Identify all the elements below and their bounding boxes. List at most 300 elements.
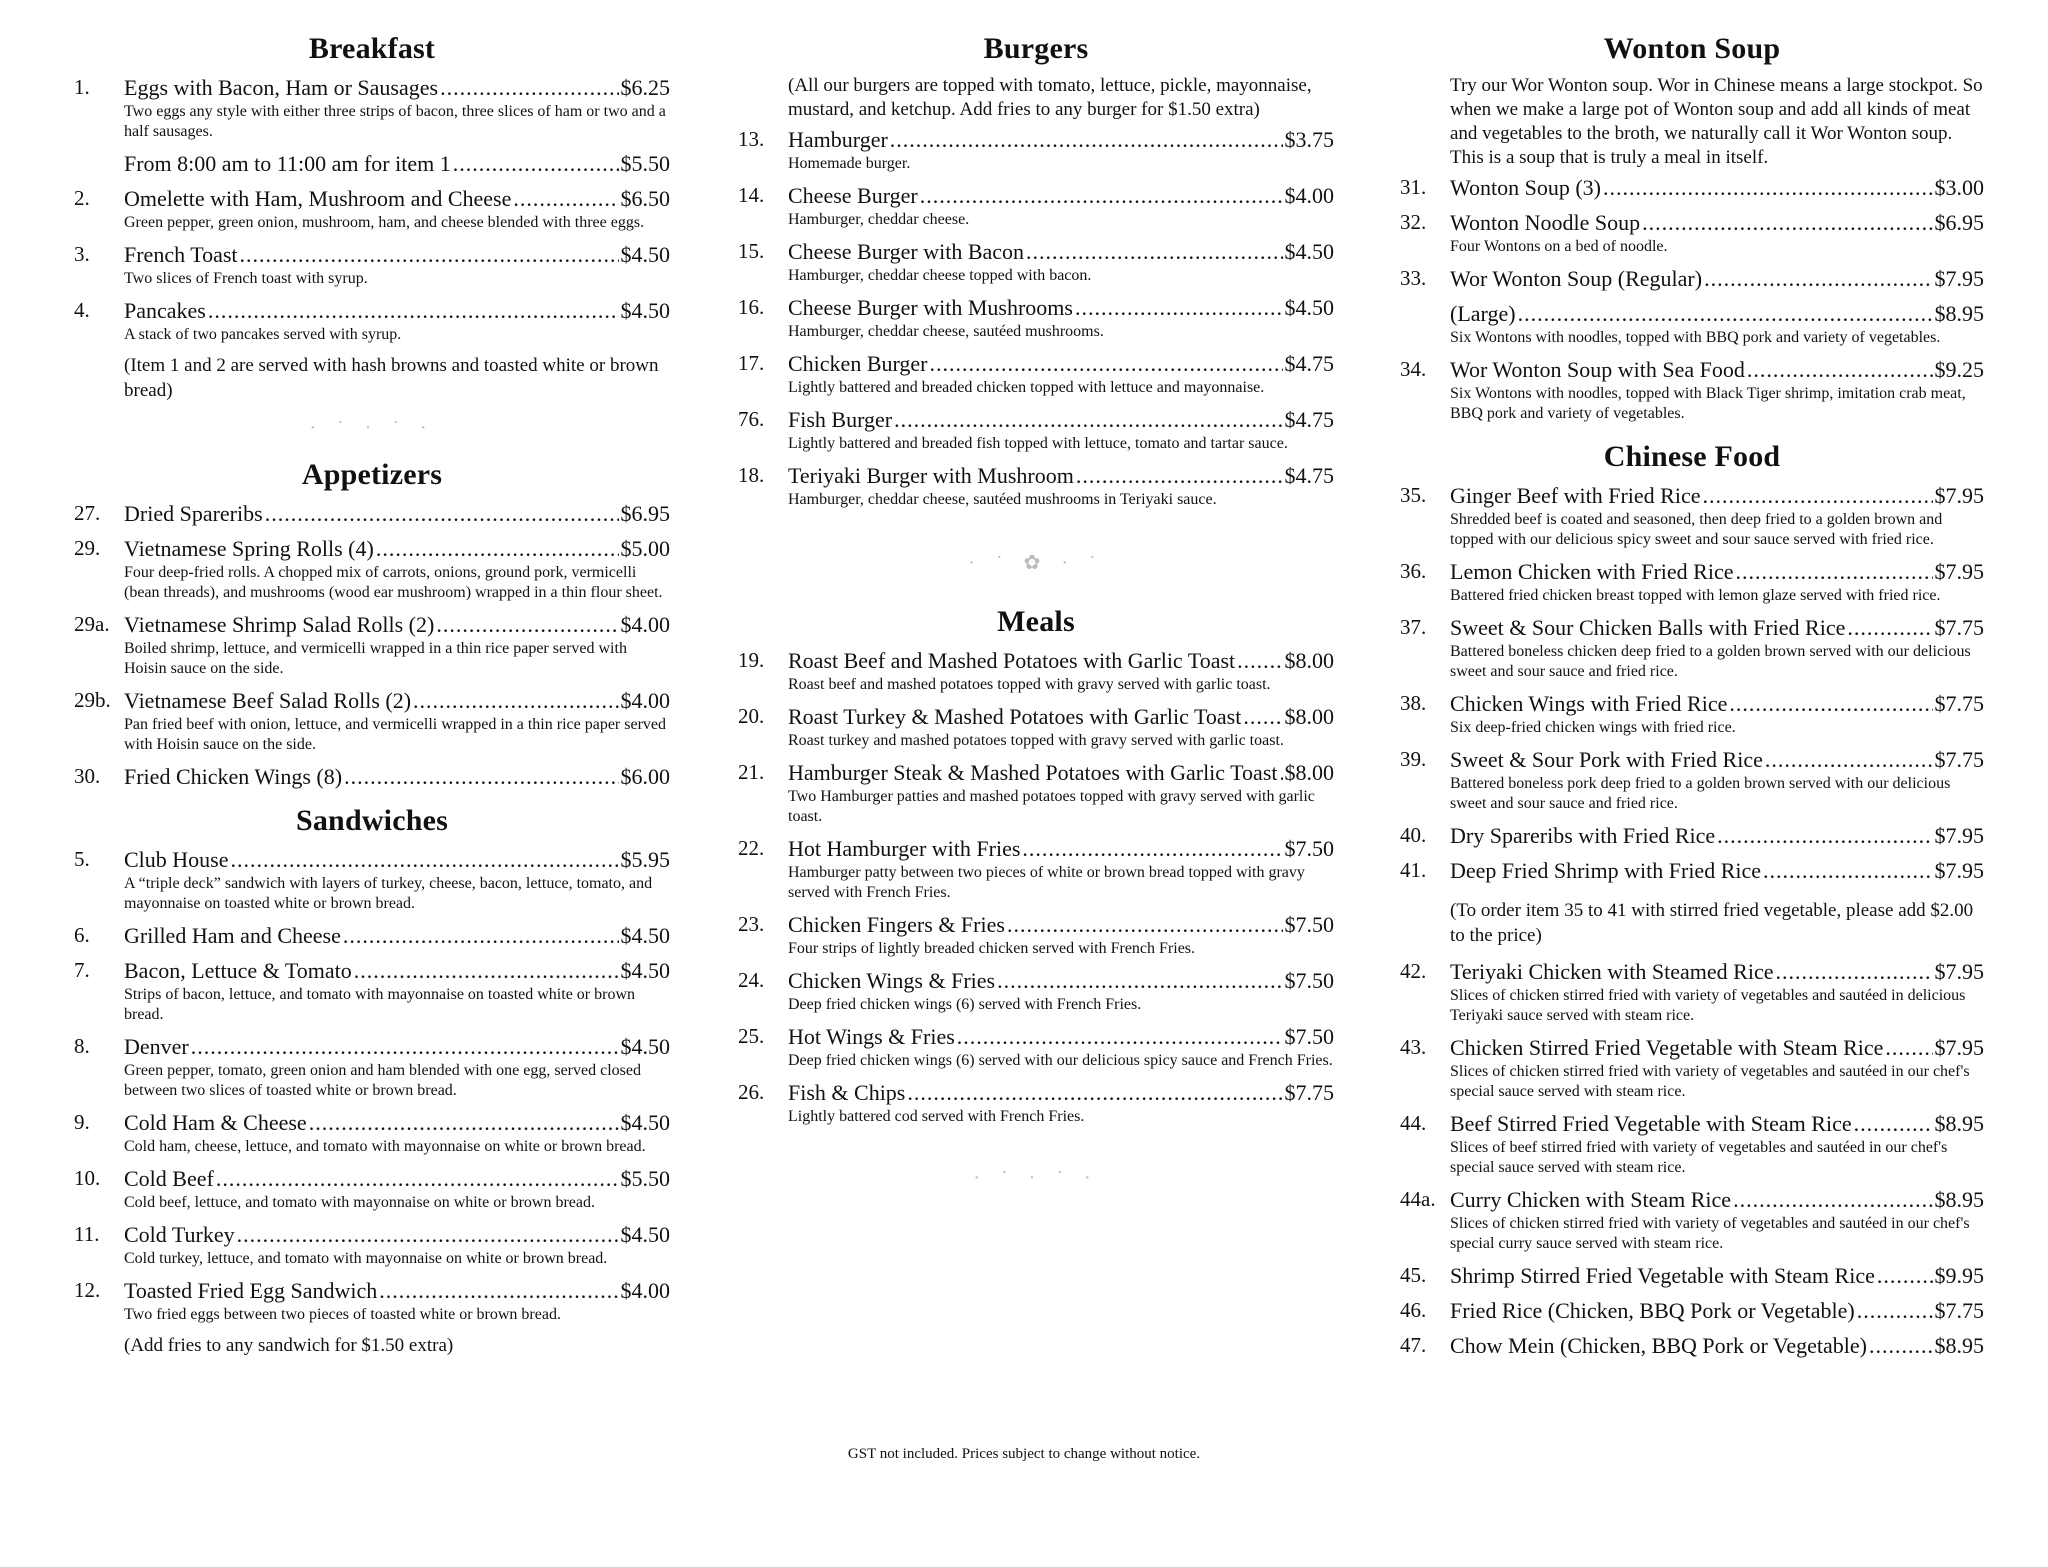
scan-smudge: · ˙ ✿ · ˙: [968, 552, 1104, 574]
item-number: 34.: [1400, 357, 1427, 381]
item-number: 36.: [1400, 559, 1427, 583]
item-price: $4.50: [620, 958, 670, 983]
item-price: $6.25: [620, 75, 670, 100]
dot-leader: [957, 1023, 1283, 1050]
item-line: [788, 462, 1334, 489]
item-number: 7.: [74, 958, 90, 982]
menu-item: [1400, 1110, 1984, 1178]
item-line: [124, 1277, 670, 1304]
item-line: [124, 535, 670, 562]
item-line: [1450, 1332, 1984, 1359]
item-price: $4.50: [620, 242, 670, 267]
dot-leader: [1075, 294, 1283, 321]
item-name: Shrimp Stirred Fried Vegetable with Steam Rice: [1450, 1263, 1875, 1288]
item-name: Hot Wings & Fries: [788, 1024, 955, 1049]
item-number: 29.: [74, 536, 101, 560]
dot-leader: [1243, 703, 1282, 730]
chinese-items-a: [1400, 482, 1984, 884]
item-line: [788, 238, 1334, 265]
item-name: Ginger Beef with Fried Rice: [1450, 483, 1701, 508]
item-number: 17.: [738, 351, 765, 375]
item-name: Vietnamese Spring Rolls (4): [124, 536, 374, 561]
menu-item: [738, 835, 1334, 903]
menu-item: [74, 1165, 670, 1213]
menu-item: [74, 297, 670, 345]
column-middle: [738, 28, 1334, 1204]
item-line: [124, 687, 670, 714]
item-number: 38.: [1400, 691, 1427, 715]
dot-leader: [1237, 647, 1282, 674]
item-number: 16.: [738, 295, 765, 319]
dot-leader: [1026, 238, 1282, 265]
item-price: $4.00: [1284, 183, 1334, 208]
item-price: $7.95: [1934, 823, 1984, 848]
item-name: Roast Turkey & Mashed Potatoes with Garlic Toast: [788, 704, 1242, 729]
item-description: Hamburger, cheddar cheese topped with bacon.: [788, 267, 1092, 284]
item-name: Chicken Fingers & Fries: [788, 912, 1005, 937]
burger-items: [738, 126, 1334, 510]
item-number: 43.: [1400, 1035, 1427, 1059]
dot-leader: [997, 967, 1282, 994]
item-price: $6.95: [620, 501, 670, 526]
item-line: [788, 967, 1334, 994]
item-description: Deep fried chicken wings (6) served with French Fries.: [788, 996, 1142, 1013]
dot-leader: [1704, 265, 1932, 292]
item-name: Wonton Soup (3): [1450, 175, 1602, 200]
dot-leader: [343, 922, 619, 949]
item-name: Denver: [124, 1034, 189, 1059]
dot-leader: [1736, 558, 1933, 585]
item-line: [124, 957, 670, 984]
dot-leader: [1280, 759, 1283, 786]
menu-item: [738, 182, 1334, 230]
item-price: $4.00: [620, 1278, 670, 1303]
menu-item: [1400, 822, 1984, 849]
item-line: [1450, 690, 1984, 717]
item-number: 3.: [74, 242, 90, 266]
dot-leader: [191, 1033, 619, 1060]
item-description: Cold beef, lettuce, and tomato with mayonnaise on white or brown bread.: [124, 1194, 595, 1211]
item-line: [1450, 1262, 1984, 1289]
menu-item: [74, 185, 670, 233]
menu-item: [1400, 1332, 1984, 1359]
section-title-appetizers: Appetizers: [301, 458, 443, 491]
section-title-breakfast: Breakfast: [308, 32, 436, 65]
menu-item: [74, 1109, 670, 1157]
menu-item: [74, 957, 670, 1025]
item-number: 32.: [1400, 210, 1427, 234]
item-line: [788, 406, 1334, 433]
menu-item: [74, 1033, 670, 1101]
item-description: A “triple deck” sandwich with layers of turkey, cheese, bacon, lettuce, tomato, and mayonnaise on toasted white or brown bread.: [124, 875, 653, 912]
item-description: Homemade burger.: [788, 155, 911, 172]
item-line: [788, 1079, 1334, 1106]
item-number: 14.: [738, 183, 765, 207]
item-price: $7.95: [1934, 266, 1984, 291]
dot-leader: [1765, 746, 1933, 773]
item-price: $6.95: [1934, 210, 1984, 235]
item-line: [1450, 265, 1984, 292]
item-number: 40.: [1400, 823, 1427, 847]
burgers-intro: (All our burgers are topped with tomato, lettuce, pickle, mayonnaise, mustard, and ketchup. Add fries to any burger for $1.50 extra): [788, 75, 1312, 120]
item-description: Two slices of French toast with syrup.: [124, 270, 368, 287]
item-name: Cheese Burger: [788, 183, 918, 208]
item-name: Teriyaki Burger with Mushroom: [788, 463, 1074, 488]
item-description: Slices of chicken stirred fried with variety of vegetables and sautéed in our chef's special curry sauce served with steam rice.: [1450, 1215, 1970, 1252]
item-line: [124, 500, 670, 527]
item-name: Hot Hamburger with Fries: [788, 836, 1021, 861]
menu-item: [74, 1277, 670, 1325]
menu-item: [738, 703, 1334, 751]
menu-item: [74, 535, 670, 603]
item-name: Cold Beef: [124, 1166, 214, 1191]
item-description: Slices of beef stirred fried with variety of vegetables and sautéed in our chef's special sauce served with steam rice.: [1450, 1139, 1948, 1176]
column-right: [1400, 28, 1984, 1367]
menu-item: [1400, 1297, 1984, 1324]
item-line: [788, 182, 1334, 209]
item-price: $4.75: [1284, 407, 1334, 432]
item-number: 11.: [74, 1222, 100, 1246]
dot-leader: [1877, 1262, 1933, 1289]
item-name: Wor Wonton Soup with Sea Food: [1450, 357, 1745, 382]
section-title-meals: Meals: [997, 605, 1075, 638]
item-name: Eggs with Bacon, Ham or Sausages: [124, 75, 439, 100]
item-price: $7.75: [1934, 747, 1984, 772]
item-name: Club House: [124, 847, 229, 872]
item-line: [124, 1033, 670, 1060]
section-title-sandwiches: Sandwiches: [295, 804, 449, 837]
item-line: [124, 922, 670, 949]
menu-item: [1400, 857, 1984, 884]
item-price: $9.95: [1934, 1263, 1984, 1288]
dot-leader: [920, 182, 1283, 209]
item-price: $8.95: [1934, 301, 1984, 326]
item-number: 22.: [738, 836, 765, 860]
menu-item: [738, 759, 1334, 827]
dot-leader: [440, 74, 618, 101]
dot-leader: [1642, 209, 1932, 236]
item-name: Lemon Chicken with Fried Rice: [1450, 559, 1734, 584]
item-name: Cold Turkey: [124, 1222, 235, 1247]
menu-item: [1400, 265, 1984, 292]
item-price: $4.50: [620, 298, 670, 323]
breakfast-note: (Item 1 and 2 are served with hash browns and toasted white or brown bread): [124, 355, 659, 401]
item-line: [124, 1221, 670, 1248]
item-description: Battered boneless pork deep fried to a golden brown served with our delicious sweet and sour sauce and fried rice.: [1450, 775, 1951, 812]
item-price: $4.00: [620, 612, 670, 637]
menu-item: [738, 406, 1334, 454]
dot-leader: [1007, 911, 1283, 938]
menu-item: [1400, 746, 1984, 814]
item-number: 27.: [74, 501, 101, 525]
item-number: 10.: [74, 1166, 101, 1190]
item-number: 15.: [738, 239, 765, 263]
item-description: Deep fried chicken wings (6) served with our delicious spicy sauce and French Fries.: [788, 1052, 1333, 1069]
menu-item: [1400, 1186, 1984, 1254]
appetizer-items: [74, 500, 670, 790]
menu-item: [74, 150, 670, 177]
item-price: $7.75: [1284, 1080, 1334, 1105]
item-number: 45.: [1400, 1263, 1427, 1287]
item-price: $8.95: [1934, 1187, 1984, 1212]
dot-leader: [1847, 614, 1932, 641]
menu-item: [1400, 1262, 1984, 1289]
item-line: [124, 185, 670, 212]
item-line: [1450, 1186, 1984, 1213]
menu-item: [738, 911, 1334, 959]
item-number: 33.: [1400, 266, 1427, 290]
item-name: Dried Spareribs: [124, 501, 263, 526]
item-description: Hamburger, cheddar cheese, sautéed mushrooms.: [788, 323, 1104, 340]
dot-leader: [907, 1079, 1282, 1106]
dot-leader: [930, 350, 1283, 377]
dot-leader: [237, 1221, 619, 1248]
item-number: 44.: [1400, 1111, 1427, 1135]
item-name: Chicken Wings with Fried Rice: [1450, 691, 1728, 716]
menu-item: [1400, 690, 1984, 738]
dot-leader: [1854, 1110, 1933, 1137]
item-description: Two Hamburger patties and mashed potatoes topped with gravy served with garlic toast.: [788, 788, 1315, 825]
item-number: 23.: [738, 912, 765, 936]
item-description: Four strips of lightly breaded chicken served with French Fries.: [788, 940, 1196, 957]
dot-leader: [1022, 835, 1282, 862]
menu-item: [1400, 209, 1984, 257]
item-name: Omelette with Ham, Mushroom and Cheese: [124, 186, 512, 211]
item-price: $8.00: [1284, 648, 1334, 673]
item-line: [1450, 174, 1984, 201]
dot-leader: [894, 406, 1282, 433]
item-name: Fried Chicken Wings (8): [124, 764, 343, 789]
item-number: 29a.: [74, 612, 110, 636]
item-price: $4.75: [1284, 351, 1334, 376]
item-line: [124, 74, 670, 101]
chinese-items-b: [1400, 958, 1984, 1359]
item-description: A stack of two pancakes served with syrup.: [124, 326, 402, 343]
item-line: [1450, 1297, 1984, 1324]
dot-leader: [890, 126, 1283, 153]
item-line: [124, 763, 670, 790]
item-name: Vietnamese Beef Salad Rolls (2): [124, 688, 412, 713]
sandwiches-note: (Add fries to any sandwich for $1.50 extra): [124, 1335, 454, 1356]
item-name: Bacon, Lettuce & Tomato: [124, 958, 352, 983]
item-name: Pancakes: [124, 298, 206, 323]
item-name: Sweet & Sour Chicken Balls with Fried Rice: [1450, 615, 1846, 640]
scan-smudge: · ˙ · ˙ ·: [309, 417, 435, 439]
item-description: Hamburger patty between two pieces of white or brown bread topped with gravy served with French Fries.: [788, 864, 1305, 901]
item-name: Chicken Burger: [788, 351, 928, 376]
item-description: Battered boneless chicken deep fried to a golden brown served with our delicious sweet and sour sauce and fried rice.: [1450, 643, 1971, 680]
item-line: [124, 1109, 670, 1136]
item-description: Boiled shrimp, lettuce, and vermicelli wrapped in a thin rice paper served with Hoisin sauce on the side.: [124, 640, 627, 677]
item-name: Teriyaki Chicken with Steamed Rice: [1450, 959, 1774, 984]
item-price: $7.50: [1284, 912, 1334, 937]
menu-item: [738, 967, 1334, 1015]
dot-leader: [309, 1109, 619, 1136]
item-price: $4.50: [1284, 239, 1334, 264]
dot-leader: [379, 1277, 618, 1304]
dot-leader: [265, 500, 619, 527]
item-number: 76.: [738, 407, 765, 431]
item-line: [1450, 300, 1984, 327]
item-line: [1450, 209, 1984, 236]
dot-leader: [1857, 1297, 1933, 1324]
item-number: 30.: [74, 764, 101, 788]
item-number: 2.: [74, 186, 90, 210]
dot-leader: [436, 611, 618, 638]
item-number: 9.: [74, 1110, 90, 1134]
item-line: [124, 150, 670, 177]
item-number: 24.: [738, 968, 765, 992]
item-price: $7.75: [1934, 691, 1984, 716]
menu-item: [74, 846, 670, 914]
dot-leader: [1733, 1186, 1932, 1213]
dot-leader: [453, 150, 619, 177]
item-line: [1450, 614, 1984, 641]
dot-leader: [1729, 690, 1932, 717]
menu-item: [1400, 1034, 1984, 1102]
item-price: $3.00: [1934, 175, 1984, 200]
item-number: 13.: [738, 127, 765, 151]
item-line: [788, 759, 1334, 786]
item-description: Six Wontons with noodles, topped with Black Tiger shrimp, imitation crab meat, BBQ pork and variety of vegetables.: [1450, 385, 1966, 422]
item-name: Toasted Fried Egg Sandwich: [124, 1278, 378, 1303]
item-line: [788, 703, 1334, 730]
item-name: French Toast: [124, 242, 238, 267]
item-description: Green pepper, tomato, green onion and ham blended with one egg, served closed between two slices of toasted white or brown bread.: [124, 1062, 641, 1099]
menu-item: [738, 1079, 1334, 1127]
item-line: [1450, 1034, 1984, 1061]
dot-leader: [513, 185, 618, 212]
item-name: Chicken Stirred Fried Vegetable with Steam Rice: [1450, 1035, 1884, 1060]
item-line: [788, 835, 1334, 862]
menu-item: [1400, 300, 1984, 348]
item-price: $7.50: [1284, 1024, 1334, 1049]
item-description: Six deep-fried chicken wings with fried rice.: [1450, 719, 1736, 736]
item-number: 12.: [74, 1278, 101, 1302]
dot-leader: [1518, 300, 1933, 327]
item-price: $7.50: [1284, 836, 1334, 861]
item-name: Hamburger Steak & Mashed Potatoes with Garlic Toast: [788, 760, 1278, 785]
menu-item: [74, 763, 670, 790]
menu-item: [738, 647, 1334, 695]
dot-leader: [1775, 958, 1932, 985]
item-price: $7.95: [1934, 959, 1984, 984]
item-line: [1450, 746, 1984, 773]
menu-item: [738, 462, 1334, 510]
item-price: $4.75: [1284, 463, 1334, 488]
dot-leader: [240, 241, 619, 268]
item-number: 1.: [74, 75, 90, 99]
dot-leader: [231, 846, 619, 873]
dot-leader: [354, 957, 619, 984]
item-name: Wor Wonton Soup (Regular): [1450, 266, 1703, 291]
dot-leader: [1869, 1332, 1933, 1359]
item-name: From 8:00 am to 11:00 am for item 1: [124, 151, 451, 176]
item-number: 4.: [74, 298, 90, 322]
item-line: [788, 647, 1334, 674]
dot-leader: [208, 297, 619, 324]
item-name: Grilled Ham and Cheese: [124, 923, 341, 948]
item-number: 20.: [738, 704, 765, 728]
dot-leader: [344, 763, 618, 790]
dot-leader: [1885, 1034, 1932, 1061]
dot-leader: [1076, 462, 1283, 489]
item-line: [124, 297, 670, 324]
item-name: Sweet & Sour Pork with Fried Rice: [1450, 747, 1763, 772]
item-name: Fried Rice (Chicken, BBQ Pork or Vegetable): [1450, 1298, 1855, 1323]
breakfast-items: [74, 74, 670, 345]
item-line: [124, 611, 670, 638]
chinese-note: (To order item 35 to 41 with stirred fried vegetable, please add $2.00 to the price): [1450, 900, 1974, 946]
item-price: $7.95: [1934, 559, 1984, 584]
item-number: 35.: [1400, 483, 1427, 507]
menu-item: [738, 238, 1334, 286]
menu-item: [74, 74, 670, 142]
menu-item: [1400, 356, 1984, 424]
wonton-intro: Try our Wor Wonton soup. Wor in Chinese means a large stockpot. So when we make a large pot of Wonton soup and add all kinds of meat and vegetables to the broth, we naturally call it Wor Wonton soup. This is a soup that is truly a meal in itself.: [1450, 75, 1983, 168]
dot-leader: [413, 687, 618, 714]
item-description: Hamburger, cheddar cheese.: [788, 211, 970, 228]
item-price: $5.50: [620, 151, 670, 176]
item-name: Chicken Wings & Fries: [788, 968, 996, 993]
item-number: 37.: [1400, 615, 1427, 639]
item-name: Curry Chicken with Steam Rice: [1450, 1187, 1732, 1212]
menu-item: [738, 350, 1334, 398]
item-number: 25.: [738, 1024, 765, 1048]
menu-item: [738, 1023, 1334, 1071]
menu-item: [1400, 174, 1984, 201]
item-name: Roast Beef and Mashed Potatoes with Garlic Toast: [788, 648, 1236, 673]
dot-leader: [1747, 356, 1933, 383]
item-name: Wonton Noodle Soup: [1450, 210, 1641, 235]
item-price: $7.75: [1934, 1298, 1984, 1323]
item-description: Green pepper, green onion, mushroom, ham, and cheese blended with three eggs.: [124, 214, 645, 231]
item-line: [1450, 1110, 1984, 1137]
item-description: Roast beef and mashed potatoes topped with gravy served with garlic toast.: [788, 676, 1271, 693]
item-line: [1450, 356, 1984, 383]
item-price: $8.95: [1934, 1111, 1984, 1136]
menu-item: [1400, 958, 1984, 1026]
item-description: Roast turkey and mashed potatoes topped with gravy served with garlic toast.: [788, 732, 1284, 749]
item-description: Hamburger, cheddar cheese, sautéed mushrooms in Teriyaki sauce.: [788, 491, 1217, 508]
item-name: Hamburger: [788, 127, 888, 152]
item-line: [1450, 822, 1984, 849]
item-description: Shredded beef is coated and seasoned, then deep fried to a golden brown and topped with our delicious spicy sweet and sour sauce served with fried rice.: [1450, 511, 1943, 548]
item-number: 29b.: [74, 688, 111, 712]
scan-smudge: · ˙ · ˙ ·: [973, 1167, 1099, 1189]
item-description: Two eggs any style with either three strips of bacon, three slices of ham or two and a half sausages.: [124, 103, 666, 140]
item-price: $7.50: [1284, 968, 1334, 993]
dot-leader: [216, 1165, 619, 1192]
dot-leader: [1603, 174, 1932, 201]
wonton-items: [1400, 174, 1984, 424]
item-price: $6.00: [620, 764, 670, 789]
menu-item: [74, 241, 670, 289]
item-line: [788, 350, 1334, 377]
item-price: $8.95: [1934, 1333, 1984, 1358]
item-line: [788, 126, 1334, 153]
item-name: Cheese Burger with Mushrooms: [788, 295, 1073, 320]
column-left: [74, 28, 670, 1368]
menu-item: [738, 294, 1334, 342]
item-price: $4.50: [1284, 295, 1334, 320]
item-line: [788, 911, 1334, 938]
item-price: $5.50: [620, 1166, 670, 1191]
item-price: $7.95: [1934, 483, 1984, 508]
dot-leader: [376, 535, 619, 562]
item-description: Four deep-fried rolls. A chopped mix of carrots, onions, ground pork, vermicelli (bean threads), and mushrooms (wood ear mushroom) wrapped in a thin flour sheet.: [124, 564, 663, 601]
item-price: $4.50: [620, 1034, 670, 1059]
